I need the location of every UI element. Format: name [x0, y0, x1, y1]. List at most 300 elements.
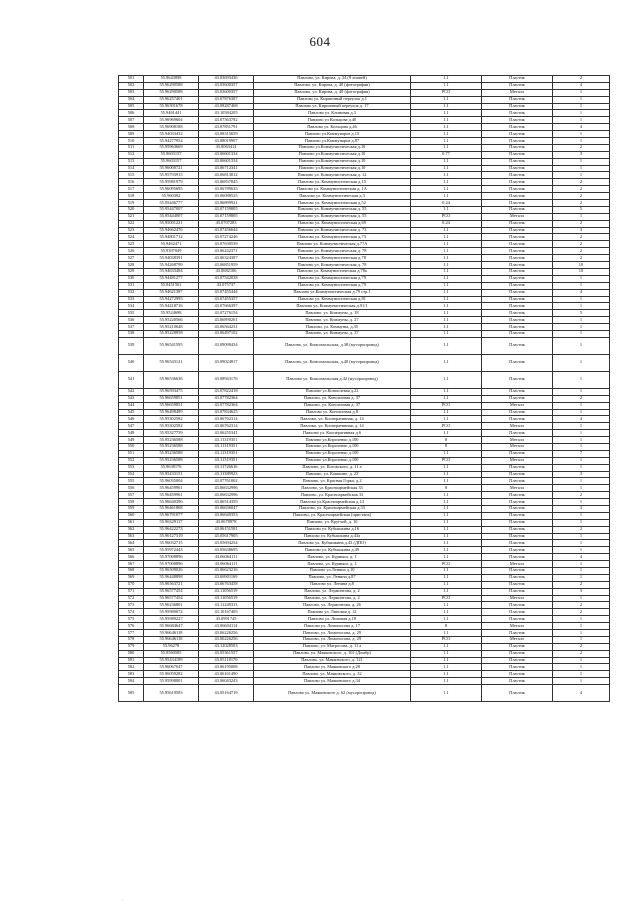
cell-capacity: 1.1 — [411, 248, 482, 255]
page-number: 604 — [309, 34, 331, 49]
cell-address: Павлово, ул. Красноармейская д.33 — [254, 505, 411, 512]
cell-container-count: 1 — [553, 664, 610, 671]
cell-material: Пластик — [482, 430, 553, 437]
cell-material: Пластик — [482, 110, 553, 117]
cell-longitude: 43.10584205 — [199, 110, 254, 117]
table-row — [119, 158, 610, 165]
cell-longitude: 43.11056519 — [199, 595, 254, 602]
cell-row-number: 577 — [119, 630, 144, 637]
cell-container-count: 1 — [553, 540, 610, 547]
cell-latitude: 55.94268799 — [144, 262, 199, 269]
cell-row-number: 512 — [119, 151, 144, 158]
cell-latitude: 55.95989227 — [144, 616, 199, 623]
cell-capacity: 1.1 — [411, 138, 482, 145]
table-row — [119, 616, 610, 623]
cell-capacity: 1.1 — [411, 430, 482, 437]
cell-latitude: 55.96032715 — [144, 540, 199, 547]
cell-row-number: 560 — [119, 512, 144, 519]
cell-capacity: 8 — [411, 485, 482, 492]
cell-capacity: 1.1 — [411, 388, 482, 395]
cell-latitude: 55.96127319 — [144, 533, 199, 540]
cell-row-number: 574 — [119, 609, 144, 616]
cell-material: Пластик — [482, 464, 553, 471]
table-row — [119, 268, 610, 275]
cell-row-number: 563 — [119, 533, 144, 540]
cell-row-number: 542 — [119, 388, 144, 395]
table-row — [119, 512, 610, 519]
cell-longitude: 43.0991745 — [199, 616, 254, 623]
cell-container-count: 1 — [553, 623, 610, 630]
cell-capacity: 1.1 — [411, 554, 482, 561]
cell-latitude: 55.95446777 — [144, 200, 199, 207]
cell-longitude: 43.11319351 — [199, 437, 254, 444]
cell-address: Павлово, ул. Котовского, д. 11 а — [254, 464, 411, 471]
cell-longitude: 43.06890261 — [199, 317, 254, 324]
cell-address: Павлово, ул. Ломоносова, д. 29 — [254, 636, 411, 643]
cell-address: Павлово ул. Маяковского д. 62 (мусоропровод) — [254, 685, 411, 702]
cell-latitude: 55.94801712 — [144, 234, 199, 241]
table-row — [119, 275, 610, 282]
cell-capacity: 1.1 — [411, 310, 482, 317]
cell-latitude: 55.96459961 — [144, 492, 199, 499]
cell-capacity: 1.1 — [411, 409, 482, 416]
cell-row-number: 534 — [119, 303, 144, 310]
cell-latitude: 55.9397049 — [144, 248, 199, 255]
cell-capacity: 1.1 — [411, 193, 482, 200]
container-sites-table — [118, 75, 610, 702]
cell-material: Пластик — [482, 124, 553, 131]
cell-material: Пластик — [482, 416, 553, 423]
cell-container-count: 2 — [553, 186, 610, 193]
cell-address: Павлово, ул. Курмыш, д. 1 — [254, 561, 411, 568]
table-row — [119, 657, 610, 664]
cell-row-number: 557 — [119, 492, 144, 499]
cell-latitude: 55.96563721 — [144, 581, 199, 588]
cell-material: Пластик — [482, 193, 553, 200]
cell-container-count: 2 — [553, 650, 610, 657]
cell-address: Павлово ул. Кубышкина д.43а — [254, 533, 411, 540]
table-row — [119, 650, 610, 657]
cell-material: Пластик — [482, 282, 553, 289]
cell-address: Павлово ул. Коммунистическая д.79 — [254, 275, 411, 282]
cell-row-number: 545 — [119, 409, 144, 416]
table-row — [119, 138, 610, 145]
cell-latitude: 55.96278 — [144, 643, 199, 650]
cell-row-number: 538 — [119, 330, 144, 337]
cell-longitude: 43.06497102 — [199, 330, 254, 337]
cell-longitude: 43.07876387 — [199, 96, 254, 103]
table-row — [119, 602, 610, 609]
cell-address: Павлово ул. Коммунистическая д. 78 — [254, 262, 411, 269]
cell-row-number: 513 — [119, 158, 144, 165]
cell-latitude: 55.96422273 — [144, 526, 199, 533]
cell-latitude: 55.96908188 — [144, 124, 199, 131]
table-row — [119, 337, 610, 354]
table-row — [119, 395, 610, 402]
cell-row-number: 503 — [119, 89, 144, 96]
cell-latitude: 55.95444007 — [144, 213, 199, 220]
cell-longitude: 43.06632996 — [199, 485, 254, 492]
cell-container-count: 1 — [553, 282, 610, 289]
cell-material: Пластик — [482, 172, 553, 179]
table-body — [119, 76, 610, 702]
cell-row-number: 511 — [119, 144, 144, 151]
cell-container-count: 1 — [553, 409, 610, 416]
cell-longitude: 43.07274246 — [199, 234, 254, 241]
cell-latitude: 55.96290588 — [144, 82, 199, 89]
cell-row-number: 547 — [119, 423, 144, 430]
cell-capacity: 8 — [411, 623, 482, 630]
cell-row-number: 504 — [119, 96, 144, 103]
cell-latitude: 55.9603157 — [144, 158, 199, 165]
table-row — [119, 402, 610, 409]
cell-longitude: 43.07782364 — [199, 395, 254, 402]
cell-material: Пластик — [482, 526, 553, 533]
cell-capacity: 1.1 — [411, 671, 482, 678]
cell-material: Пластик — [482, 131, 553, 138]
cell-capacity: 1.1 — [411, 643, 482, 650]
cell-address: Павлово ул.Коммунистическая д.10 — [254, 144, 411, 151]
cell-longitude: 43.06789635 — [199, 186, 254, 193]
cell-address: Павлово, ул. Коммуны, д. 18 — [254, 310, 411, 317]
cell-address: Павлово, ул. Круглой, д. 16 — [254, 519, 411, 526]
cell-container-count: 4 — [553, 124, 610, 131]
cell-material: Пластик — [482, 643, 553, 650]
cell-latitude: 55.97008896 — [144, 554, 199, 561]
cell-longitude: 43.05638695 — [199, 547, 254, 554]
cell-row-number: 531 — [119, 282, 144, 289]
cell-latitude: 55.95447007 — [144, 206, 199, 213]
cell-capacity: 1.1 — [411, 262, 482, 269]
cell-material: Пластик — [482, 609, 553, 616]
cell-address: Павлово, ул. Ленина д.87 — [254, 574, 411, 581]
cell-container-count: 2 — [553, 179, 610, 186]
table-row — [119, 82, 610, 89]
cell-capacity: РСО — [411, 561, 482, 568]
cell-longitude: 43.06242371 — [199, 248, 254, 255]
cell-row-number: 526 — [119, 248, 144, 255]
cell-material: Металл — [482, 595, 553, 602]
cell-longitude: 43.03600357 — [199, 89, 254, 96]
cell-row-number: 517 — [119, 186, 144, 193]
cell-capacity: РСО — [411, 595, 482, 602]
cell-row-number: 558 — [119, 499, 144, 506]
cell-container-count: 1 — [553, 443, 610, 450]
table-row — [119, 643, 610, 650]
cell-container-count: 1 — [553, 103, 610, 110]
table-row — [119, 124, 610, 131]
cell-material: Пластик — [482, 117, 553, 124]
cell-row-number: 583 — [119, 671, 144, 678]
cell-longitude: 43.07276154 — [199, 310, 254, 317]
cell-container-count: 1 — [553, 89, 610, 96]
cell-material: Пластик — [482, 324, 553, 331]
table-row — [119, 371, 610, 388]
table-row — [119, 179, 610, 186]
table-row — [119, 330, 610, 337]
table-row — [119, 568, 610, 575]
cell-address: Павлово ул.Коммунаров д.87 — [254, 138, 411, 145]
cell-longitude: 43.06762314 — [199, 416, 254, 423]
cell-latitude: 55.95972443 — [144, 547, 199, 554]
cell-material: Пластик — [482, 505, 553, 512]
cell-address: Павлово ул. Кольцова д.46 — [254, 124, 411, 131]
table-row — [119, 220, 610, 227]
cell-container-count: 5 — [553, 310, 610, 317]
cell-address: Павлово, ул. Маяковского, д. 121 — [254, 657, 411, 664]
cell-row-number: 508 — [119, 124, 144, 131]
table-row — [119, 317, 610, 324]
cell-container-count: 1 — [553, 296, 610, 303]
cell-longitude: 43.03600357 — [199, 82, 254, 89]
cell-container-count: 3 — [553, 227, 610, 234]
cell-longitude: 43.07782364 — [199, 402, 254, 409]
cell-capacity: 1.1 — [411, 275, 482, 282]
cell-longitude: 43.05617905 — [199, 533, 254, 540]
cell-latitude: 55.96000721 — [144, 165, 199, 172]
cell-longitude: 43.0678978 — [199, 519, 254, 526]
table-row — [119, 354, 610, 371]
cell-capacity: РСО — [411, 423, 482, 430]
cell-container-count: 1 — [553, 388, 610, 395]
table-row — [119, 310, 610, 317]
cell-row-number: 537 — [119, 324, 144, 331]
cell-material: Пластик — [482, 533, 553, 540]
cell-latitude: 55.95793915 — [144, 172, 199, 179]
cell-row-number: 584 — [119, 678, 144, 685]
cell-longitude: 43.07542038 — [199, 275, 254, 282]
table-row — [119, 492, 610, 499]
cell-latitude: 55.94418716 — [144, 303, 199, 310]
cell-capacity: 1.1 — [411, 337, 482, 354]
cell-capacity: 1.1 — [411, 450, 482, 457]
cell-latitude: 55.96067047 — [144, 664, 199, 671]
cell-row-number: 575 — [119, 616, 144, 623]
cell-capacity: 1.1 — [411, 117, 482, 124]
cell-row-number: 570 — [119, 581, 144, 588]
cell-material: Пластик — [482, 144, 553, 151]
cell-capacity: 1.1 — [411, 158, 482, 165]
cell-row-number: 520 — [119, 206, 144, 213]
cell-row-number: 572 — [119, 595, 144, 602]
cell-material: Пластик — [482, 103, 553, 110]
cell-container-count: 1 — [553, 303, 610, 310]
cell-container-count: 1 — [553, 275, 610, 282]
cell-material: Пластик — [482, 616, 553, 623]
cell-address: Павлово ул. Коммунистическая д.91/1 — [254, 303, 411, 310]
cell-address: Павлово ул. Коммунистическая д.77А — [254, 241, 411, 248]
cell-latitude: 55.9560585 — [144, 650, 199, 657]
cell-longitude: 43.12028503 — [199, 643, 254, 650]
cell-capacity: 1.1 — [411, 616, 482, 623]
cell-capacity: 1.1 — [411, 330, 482, 337]
cell-capacity: 1.1 — [411, 505, 482, 512]
table-row — [119, 117, 610, 124]
cell-material: Пластик — [482, 450, 553, 457]
cell-capacity: 0.77 — [411, 151, 482, 158]
cell-container-count: 4 — [553, 416, 610, 423]
cell-container-count: 10 — [553, 268, 610, 275]
cell-row-number: 568 — [119, 568, 144, 575]
cell-container-count: 1 — [553, 519, 610, 526]
cell-longitude: 43.06564231 — [199, 324, 254, 331]
cell-capacity: 1.1 — [411, 289, 482, 296]
cell-material: Пластик — [482, 206, 553, 213]
table-row — [119, 554, 610, 561]
cell-row-number: 569 — [119, 574, 144, 581]
cell-longitude: 43.06088525 — [199, 193, 254, 200]
cell-material: Пластик — [482, 574, 553, 581]
cell-row-number: 562 — [119, 526, 144, 533]
cell-longitude: 43.11319351 — [199, 457, 254, 464]
cell-material: Пластик — [482, 268, 553, 275]
cell-address: Павлово, ул. Кирова, д. 40 (фотографии) — [254, 82, 411, 89]
cell-container-count: 1 — [553, 402, 610, 409]
cell-address: Павлово ул. Коммунистическая д.3 — [254, 193, 411, 200]
table-row — [119, 464, 610, 471]
cell-capacity: 1.1 — [411, 186, 482, 193]
cell-longitude: 43.07834625 — [199, 409, 254, 416]
cell-material: Металл — [482, 89, 553, 96]
cell-address: Павлово, ул. Матросова, д. 11 а — [254, 643, 411, 650]
cell-capacity: 1.1 — [411, 354, 482, 371]
cell-material: Пластик — [482, 303, 553, 310]
cell-material: Пластик — [482, 262, 553, 269]
cell-capacity: 1.1 — [411, 464, 482, 471]
cell-row-number: 523 — [119, 227, 144, 234]
cell-longitude: 43.06762314 — [199, 423, 254, 430]
cell-longitude: 43.07159805 — [199, 213, 254, 220]
cell-container-count: 2 — [553, 76, 610, 83]
cell-longitude: 43.07851791 — [199, 124, 254, 131]
cell-address: Павлово ул.Коммунистическая д.10 — [254, 165, 411, 172]
cell-address: Павлово, ул. Коноплевая д. 37 — [254, 402, 411, 409]
cell-address: Павлово, ул. Кооперативная, д. 14 — [254, 416, 411, 423]
cell-longitude: 43.06640353 — [199, 512, 254, 519]
table-row — [119, 324, 610, 331]
cell-longitude: 43.11056519 — [199, 588, 254, 595]
cell-capacity: 1.1 — [411, 227, 482, 234]
cell-container-count: 1 — [553, 574, 610, 581]
table-row — [119, 165, 610, 172]
cell-container-count: 2 — [553, 220, 610, 227]
cell-latitude: 55.94662476 — [144, 227, 199, 234]
cell-capacity: 1.1 — [411, 650, 482, 657]
cell-capacity: 1.1 — [411, 547, 482, 554]
cell-material: Пластик — [482, 471, 553, 478]
cell-row-number: 566 — [119, 554, 144, 561]
cell-latitude: 55.97008896 — [144, 561, 199, 568]
cell-longitude: 43.06851959 — [199, 262, 254, 269]
table-row — [119, 89, 610, 96]
cell-latitude: 55.96659851 — [144, 395, 199, 402]
cell-row-number: 509 — [119, 131, 144, 138]
cell-longitude: 43.06604114 — [199, 623, 254, 630]
cell-material: Пластик — [482, 388, 553, 395]
cell-capacity: 1.1 — [411, 533, 482, 540]
table-row — [119, 471, 610, 478]
cell-longitude: 43.06514359 — [199, 499, 254, 506]
cell-capacity: 1.1 — [411, 234, 482, 241]
table-row — [119, 423, 610, 430]
cell-address: Павлово ул.Коммунистическая д.79 стр.1 — [254, 289, 411, 296]
cell-material: Пластик — [482, 248, 553, 255]
cell-container-count: 2 — [553, 241, 610, 248]
cell-address: Павлово ул. Коноплевая д.8 — [254, 409, 411, 416]
cell-material: Пластик — [482, 179, 553, 186]
cell-longitude: 43.06901169 — [199, 574, 254, 581]
cell-longitude: 43.11726616 — [199, 464, 254, 471]
cell-address: Павлово ул.Красноармейская д.14 — [254, 499, 411, 506]
cell-material: Пластик — [482, 650, 553, 657]
cell-capacity: 1.1 — [411, 268, 482, 275]
cell-address: Павлово ул. Ленина д.8 — [254, 581, 411, 588]
cell-row-number: 549 — [119, 437, 144, 444]
cell-longitude: 43.06899921 — [199, 200, 254, 207]
cell-row-number: 571 — [119, 588, 144, 595]
cell-longitude: 43.09098434 — [199, 337, 254, 354]
cell-material: Металл — [482, 561, 553, 568]
cell-capacity: 1.1 — [411, 110, 482, 117]
cell-capacity: 1.1 — [411, 588, 482, 595]
cell-address: Павлово ул. Маяковского д.34 — [254, 678, 411, 685]
cell-latitude: 55.95433151 — [144, 471, 199, 478]
cell-container-count: 2 — [553, 200, 610, 207]
cell-capacity: 0.24 — [411, 200, 482, 207]
table-row — [119, 485, 610, 492]
cell-latitude: 55.94621387 — [144, 289, 199, 296]
cell-address: Павлово ул. Коммунистическая д. 1А — [254, 186, 411, 193]
cell-latitude: 55.96791077 — [144, 512, 199, 519]
cell-address: Павлово ул. Маяковского д.28 — [254, 664, 411, 671]
cell-material: Металл — [482, 437, 553, 444]
cell-container-count: 2 — [553, 609, 610, 616]
cell-longitude: 43.06712341 — [199, 165, 254, 172]
table-row — [119, 303, 610, 310]
cell-latitude: 55.96646118 — [144, 630, 199, 637]
cell-latitude: 55.96509026 — [144, 568, 199, 575]
cell-container-count: 1 — [553, 547, 610, 554]
cell-latitude: 55.96684647 — [144, 623, 199, 630]
cell-container-count: 2 — [553, 395, 610, 402]
cell-container-count: 1 — [553, 324, 610, 331]
cell-material: Пластик — [482, 138, 553, 145]
table-row — [119, 437, 610, 444]
cell-latitude: 55.95236588 — [144, 437, 199, 444]
cell-container-count: 2 — [553, 492, 610, 499]
cell-container-count: 1 — [553, 616, 610, 623]
cell-latitude: 55.95963669 — [144, 144, 199, 151]
cell-capacity: 1.1 — [411, 179, 482, 186]
cell-address: Павлово ул.Короленко д.100 — [254, 457, 411, 464]
cell-row-number: 519 — [119, 200, 144, 207]
cell-capacity: 8 — [411, 437, 482, 444]
cell-latitude: 55.94272995 — [144, 296, 199, 303]
table-row — [119, 450, 610, 457]
cell-container-count: 2 — [553, 602, 610, 609]
cell-address: Павлово, ул. Кошкино, д. 23 — [254, 471, 411, 478]
cell-address: Павлово ул. Липовая д. 12 — [254, 609, 411, 616]
cell-container-count: 1 — [553, 595, 610, 602]
cell-material: Пластик — [482, 478, 553, 485]
cell-container-count: 2 — [553, 234, 610, 241]
cell-longitude: 43.11389923 — [199, 471, 254, 478]
cell-capacity: 1.1 — [411, 103, 482, 110]
cell-container-count: 1 — [553, 671, 610, 678]
cell-material: Пластик — [482, 519, 553, 526]
table-row — [119, 241, 610, 248]
cell-latitude: 55.96236801 — [144, 602, 199, 609]
